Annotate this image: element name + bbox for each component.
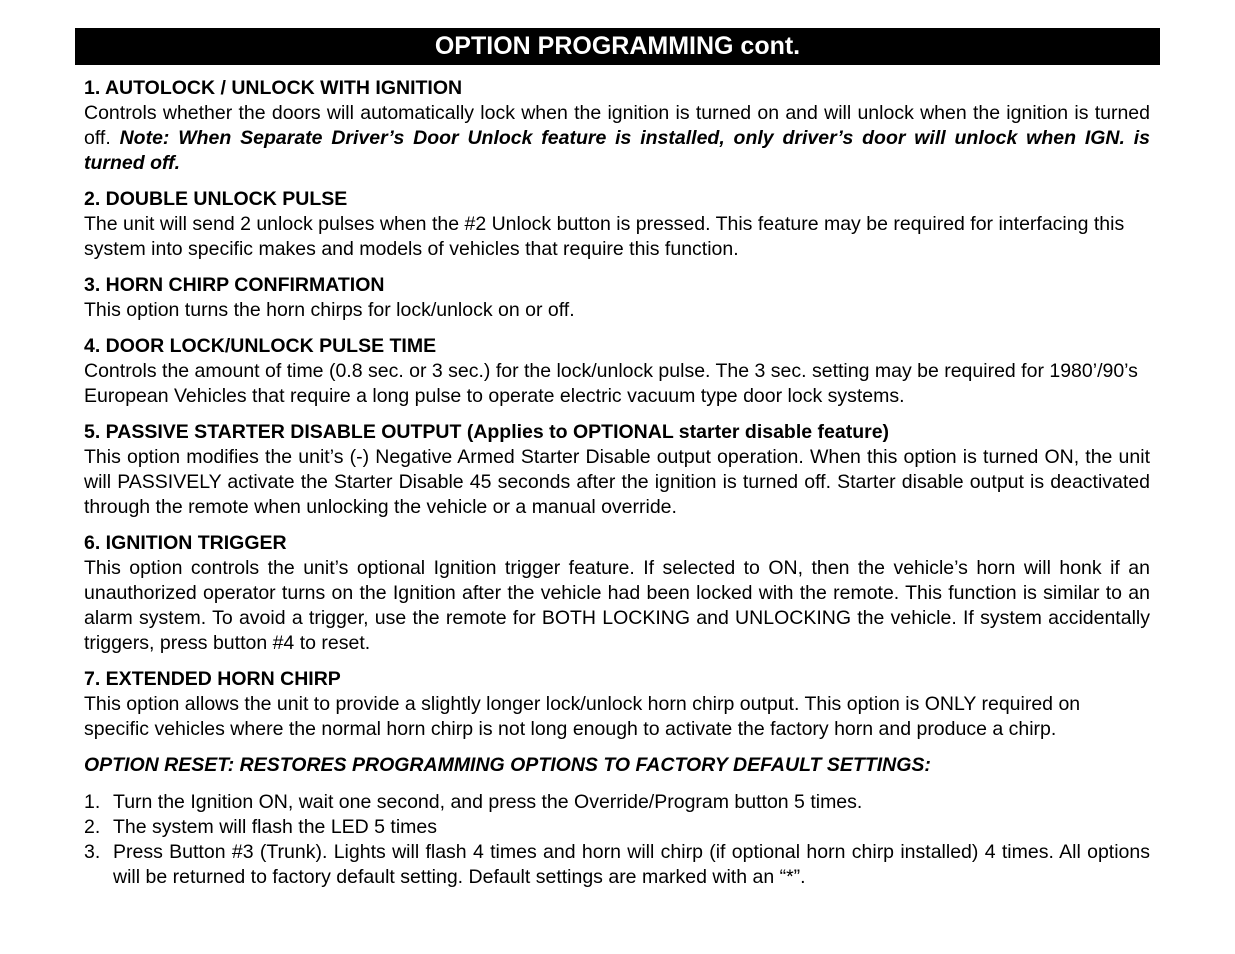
section-body: This option allows the unit to provide a slightly longer lock/unlock horn chirp output. This option is ONLY required on specific vehicles where the normal horn chirp is not long enough to activate the factory horn and produce a chirp. (84, 693, 1081, 740)
section-title: 3. HORN CHIRP CONFIRMATION (84, 274, 385, 296)
section-body: This option turns the horn chirps for lock/unlock on or off. (84, 299, 575, 321)
section-title: 6. IGNITION TRIGGER (84, 532, 287, 554)
step-number: 3. (84, 841, 101, 863)
section-body: This option modifies the unit’s (-) Negative Armed Starter Disable output operation. When this option is turned ON, the unit will PASSIVELY activate the Starter Disable 45 seconds after the ignition is turned off. Starter disable output is deactivated through the remote when unlocking the vehicle or a manual override. (84, 446, 1150, 518)
document-body (84, 76, 1150, 890)
section-ignition-trigger (84, 531, 1150, 656)
step-number: 1. (84, 791, 101, 813)
section-body: Controls the amount of time (0.8 sec. or 3 sec.) for the lock/unlock pulse. The 3 sec. setting may be required for 1980’/90’s European Vehicles that require a long pulse to operate electric vacuum type door lock systems. (84, 360, 1138, 407)
section-double-unlock (84, 187, 1150, 262)
section-starter-disable (84, 420, 1150, 520)
section-note: Note: When Separate Driver’s Door Unlock feature is installed, only driver’s door will unlock when IGN. is turned off. (84, 127, 1150, 174)
step-text: Turn the Ignition ON, wait one second, and press the Override/Program button 5 times. (113, 791, 863, 813)
section-title: 1. AUTOLOCK / UNLOCK WITH IGNITION (84, 77, 463, 99)
step-number: 2. (84, 816, 101, 838)
step-text: Press Button #3 (Trunk). Lights will flash 4 times and horn will chirp (if optional horn chirp installed) 4 times. All options will be returned to factory default setting. Default settings are marked with an “*”. (113, 841, 1150, 888)
section-title: 5. PASSIVE STARTER DISABLE OUTPUT (Applies to OPTIONAL starter disable feature) (84, 421, 890, 443)
list-item (84, 790, 1150, 815)
section-pulse-time (84, 334, 1150, 409)
section-body (84, 101, 1150, 176)
list-item (84, 840, 1150, 890)
section-title: 4. DOOR LOCK/UNLOCK PULSE TIME (84, 335, 437, 357)
section-horn-chirp (84, 273, 1150, 323)
section-text: Controls whether the doors will automatically lock when the ignition is turned on and will unlock when the ignition is turned off. (84, 102, 1150, 149)
list-item (84, 815, 1150, 840)
option-reset-heading: OPTION RESET: RESTORES PROGRAMMING OPTIONS TO FACTORY DEFAULT SETTINGS: (84, 754, 931, 776)
section-title: 7. EXTENDED HORN CHIRP (84, 668, 341, 690)
section-title: 2. DOUBLE UNLOCK PULSE (84, 188, 348, 210)
page-title: OPTION PROGRAMMING cont. (75, 28, 1160, 65)
section-body: The unit will send 2 unlock pulses when the #2 Unlock button is pressed. This feature may be required for interfacing this system into specific makes and models of vehicles that require this function. (84, 213, 1125, 260)
step-text: The system will flash the LED 5 times (113, 816, 438, 838)
section-autolock (84, 76, 1150, 176)
section-body: This option controls the unit’s optional Ignition trigger feature. If selected to ON, then the vehicle’s horn will honk if an unauthorized operator turns on the Ignition after the vehicle had been locked with the remote. This function is similar to an alarm system. To avoid a trigger, use the remote for BOTH LOCKING and UNLOCKING the vehicle. If system accidentally triggers, press button #4 to reset. (84, 557, 1150, 654)
reset-steps-list (84, 790, 1150, 890)
section-extended-chirp (84, 667, 1150, 742)
